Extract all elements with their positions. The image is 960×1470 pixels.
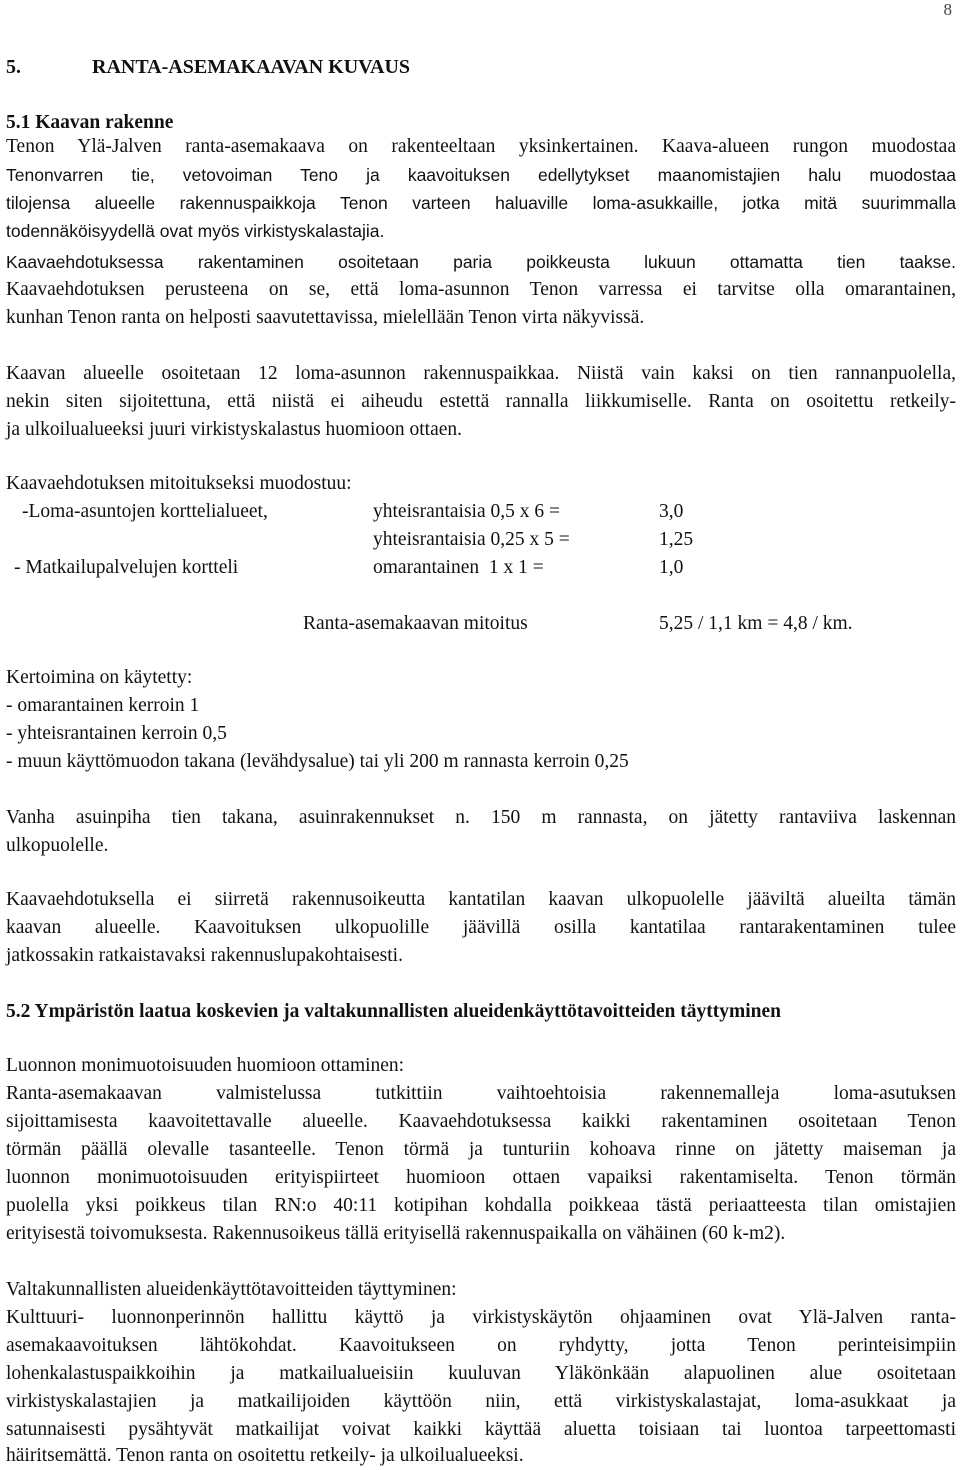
section-1-title: 5.1 Kaavan rakenne bbox=[6, 112, 174, 133]
coefficient-item: - omarantainen kerroin 1 bbox=[6, 695, 200, 716]
paragraph-line: jatkossakin ratkaistavaksi rakennuslupakohtaisesti. bbox=[6, 945, 403, 966]
paragraph-line: todennäköisyydellä ovat myös virkistyskalastajia. bbox=[6, 221, 385, 241]
paragraph-line: Tenonvarren tie, vetovoiman Teno ja kaavoituksen edellytykset maanomistajien halu muodostaa bbox=[6, 165, 956, 185]
dim-row-value: 1,0 bbox=[659, 557, 684, 578]
chapter-title: RANTA-ASEMAKAAVAN KUVAUS bbox=[92, 56, 411, 78]
subheading: Valtakunnallisten alueidenkäyttötavoitteiden täyttyminen: bbox=[6, 1279, 457, 1300]
dim-total-value: 5,25 / 1,1 km = 4,8 / km. bbox=[659, 613, 853, 634]
paragraph-line: satunnaisesti pysähtyvät matkailijat voivat kaikki käyttää aluetta toisiaan tai luontoa tarpeettomasti bbox=[6, 1419, 956, 1440]
paragraph-line: Ranta-asemakaavan valmistelussa tutkittiin vaihtoehtoisia rakennemalleja loma-asutuksen bbox=[6, 1083, 956, 1104]
dim-row-calc: yhteisrantaisia 0,25 x 5 = bbox=[373, 529, 570, 550]
paragraph-line: Kulttuuri- luonnonperinnön hallittu käyttö ja virkistyskäytön ohjaaminen ovat Ylä-Jalven ranta- bbox=[6, 1307, 956, 1328]
dim-row-label: - Matkailupalvelujen kortteli bbox=[14, 557, 239, 578]
paragraph-line: Tenon Ylä-Jalven ranta-asemakaava on rakenteeltaan yksinkertainen. Kaava-alueen rungon muodostaa bbox=[6, 136, 956, 157]
paragraph-line: luonnon monimuotoisuuden erityispiirteet huomioon ottaen vapaiksi rakentamiselta. Tenon törmän bbox=[6, 1167, 956, 1188]
page-number: 8 bbox=[943, 0, 952, 19]
paragraph-line: erityisestä toivomuksesta. Rakennusoikeus tällä erityisellä rakennuspaikalla on vähäinen (60 k-m2). bbox=[6, 1223, 786, 1244]
paragraph-line: Vanha asuinpiha tien takana, asuinrakennukset n. 150 m rannasta, on jätetty rantaviiva laskennan bbox=[6, 807, 956, 828]
paragraph-line: Kaavaehdotuksella ei siirretä rakennusoikeutta kantatilan kaavan ulkopuolelle jääviltä alueilta tämän bbox=[6, 889, 956, 910]
paragraph-line: virkistyskalastajien ja matkailijoiden käyttöön niin, että virkistyskalastajat, loma-asukkaat ja bbox=[6, 1391, 956, 1412]
paragraph-line: törmän päällä olevalle tasanteelle. Tenon törmä ja tunturiin kohoava rinne on jätetty maiseman ja bbox=[6, 1139, 956, 1160]
paragraph-line: puolella yksi poikkeus tilan RN:o 40:11 kotipihan kohdalla poikkeaa tästä periaatteesta tilan omistajien bbox=[6, 1195, 956, 1216]
dim-row-value: 3,0 bbox=[659, 501, 684, 522]
paragraph-line: nekin siten sijoitettuna, että niistä ei aiheudu estettä rannalla liikkumiselle. Ranta on osoitettu retkeily- bbox=[6, 391, 956, 412]
paragraph-line: ulkopuolelle. bbox=[6, 835, 109, 856]
paragraph-line: häiritsemättä. Tenon ranta on osoitettu retkeily- ja ulkoilualueeksi. bbox=[6, 1445, 524, 1466]
dimensioning-intro: Kaavaehdotuksen mitoitukseksi muodostuu: bbox=[6, 473, 352, 494]
paragraph-line: kaavan alueelle. Kaavoituksen ulkopuolille jäävillä osilla kantatilaa rantarakentaminen tulee bbox=[6, 917, 956, 938]
paragraph-line: sijoittamisesta kaavoitettavalle alueelle. Kaavaehdotuksessa kaikki rakentaminen osoitetaan Tenon bbox=[6, 1111, 956, 1132]
paragraph-line: Kaavaehdotuksessa rakentaminen osoitetaan paria poikkeusta lukuun ottamatta tien taakse. bbox=[6, 252, 956, 272]
dim-row-value: 1,25 bbox=[659, 529, 694, 550]
subheading: Luonnon monimuotoisuuden huomioon ottaminen: bbox=[6, 1055, 405, 1076]
coefficients-intro: Kertoimina on käytetty: bbox=[6, 667, 193, 688]
section-2-title: 5.2 Ympäristön laatua koskevien ja valtakunnallisten alueidenkäyttötavoitteiden täyttyminen bbox=[6, 1001, 781, 1022]
chapter-heading bbox=[6, 55, 410, 79]
paragraph-line: tilojensa alueelle rakennuspaikkoja Tenon varteen haluaville loma-asukkaille, jotka mitä suurimmalla bbox=[6, 193, 956, 213]
coefficient-item: - muun käyttömuodon takana (levähdysalue) tai yli 200 m rannasta kerroin 0,25 bbox=[6, 751, 629, 772]
paragraph-line: ja ulkoilualueeksi juuri virkistyskalastus huomioon ottaen. bbox=[6, 419, 463, 440]
paragraph-line: Kaavan alueelle osoitetaan 12 loma-asunnon rakennuspaikkaa. Niistä vain kaksi on tien rannanpuolella, bbox=[6, 363, 956, 384]
dim-row-label: -Loma-asuntojen korttelialueet, bbox=[22, 501, 268, 522]
coefficient-item: - yhteisrantainen kerroin 0,5 bbox=[6, 723, 227, 744]
chapter-number: 5. bbox=[6, 56, 21, 78]
paragraph-line: kunhan Tenon ranta on helposti saavutettavissa, mielellään Tenon virta näkyvissä. bbox=[6, 307, 645, 328]
paragraph-line: asemakaavoituksen lähtökohdat. Kaavoitukseen on ryhdytty, jotta Tenon perinteisimpiin bbox=[6, 1335, 956, 1356]
paragraph-line: Kaavaehdotuksen perusteena on se, että loma-asunnon Tenon varressa ei tarvitse olla omarantainen, bbox=[6, 279, 956, 300]
dim-total-label: Ranta-asemakaavan mitoitus bbox=[303, 613, 528, 634]
dim-row-calc: omarantainen 1 x 1 = bbox=[373, 557, 544, 578]
dim-row-calc: yhteisrantaisia 0,5 x 6 = bbox=[373, 501, 561, 522]
paragraph-line: lohenkalastuspaikkoihin ja matkailualueisiin kuuluvan Yläkönkään alapuolinen alue osoitetaan bbox=[6, 1363, 956, 1384]
